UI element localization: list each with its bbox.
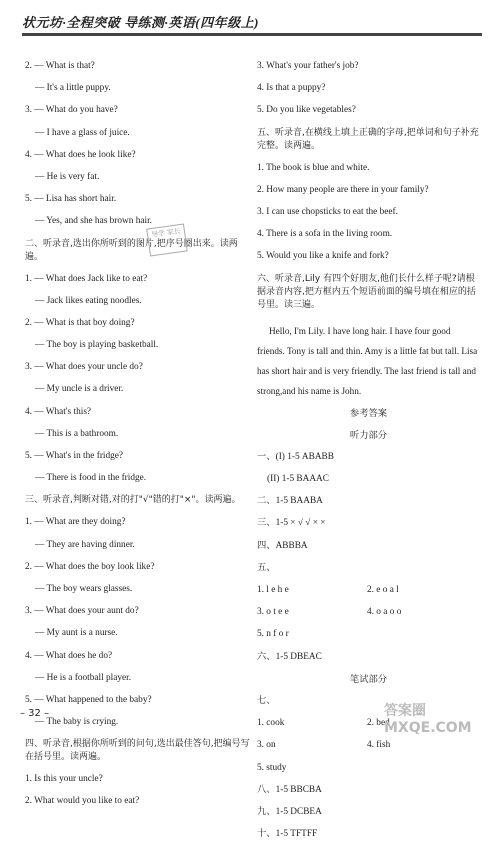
transcript-line: 2. — What is that? [25,61,95,71]
transcript-line: 2. How many people are there in your family? [257,184,429,195]
header-rule [22,33,482,36]
answer-item: 4. fish [367,740,391,751]
answer-line: 四、ABBBA [257,540,308,551]
answer-line: (II) 1-5 BAAAC [267,474,329,485]
transcript-line: 1. Is this your uncle? [25,774,103,785]
lily-passage: Hello, I'm Lily. I have long hair. I have four good friends. Tony is tall and thin. Amy is a little fat but tall. Lisa has short hair and is very friendly. The last friend is tall and strong,and his name is John. [257,325,478,396]
transcript-line: — I have a glass of juice. [35,127,130,138]
transcript-line: 3. What's your father's job? [257,61,359,71]
transcript-line: 5. — Lisa has short hair. [25,194,117,205]
answer-item: 3. on [257,740,276,751]
section-heading: 五、听录音,在横线上填上正确的字母,把单词和句子补充完整。读两遍。 [257,127,479,151]
transcript-line: — My aunt is a nurse. [35,628,118,639]
transcript-line: — There is food in the fridge. [35,473,147,484]
transcript-line: 5. — What's in the fridge? [25,451,124,461]
transcript-line: — He is a football player. [35,672,132,683]
answer-item: 1. cook [257,718,285,729]
answer-line: 十、1-5 TFTFF [257,829,318,840]
transcript-line: 5. — What happened to the baby? [25,694,152,705]
answer-line: 5. study [257,762,287,773]
transcript-line: 3. — What does your aunt do? [25,606,139,617]
section-heading: 二、听录音,选出你所听到的图片,把序号圈出来。读两遍。 [25,238,238,262]
transcript-line: — Yes, and she has brown hair. [35,216,152,227]
answer-item: 3. o t e e [257,607,289,618]
listening-heading: 听力部分 [349,429,388,441]
answer-line: 八、1-5 BBCBA [257,784,322,795]
answer-line: 一、(I) 1-5 ABABB [257,451,334,462]
transcript-line: 3. I can use chopsticks to eat the beef. [257,206,398,217]
answer-pair-row [257,739,480,752]
right-questions [257,60,480,312]
transcript-line: — The boy is playing basketball. [35,340,159,351]
answer-line: 七、 [257,695,276,706]
section-heading: 三、听录音,判断对错,对的打"√"错的打"×"。读两遍。 [25,495,241,506]
answer-line: 三、1-5 × √ √ × × [257,518,326,529]
transcript-line: — The baby is crying. [35,717,119,728]
book-title: 状元坊·全程突破 导练测·英语(四年级上) [22,15,259,30]
transcript-line: 3. — What does your uncle do? [25,362,143,373]
transcript-line: — Jack likes eating noodles. [35,295,142,306]
answer-line: 九、1-5 DCBEA [257,806,322,817]
answer-item: 2. bed [367,718,390,729]
answer-item: 1. l e h e [257,585,289,595]
answer-key-heading: 参考答案 [349,407,388,419]
watermark-logo: 答案圈 MXQE.COM [384,703,472,736]
answer-key [257,407,480,842]
transcript-line: 4. — What does he look like? [25,149,136,160]
section-heading: 四、听录音,根据你所听到的问句,选出最佳答句,把编号写在括号里。读两遍。 [25,739,250,763]
written-heading: 笔试部分 [349,673,388,685]
transcript-line: 5. Would you like a knife and fork? [257,251,389,262]
answer-pair-row [257,606,480,619]
transcript-line: 1. The book is blue and white. [257,162,370,173]
transcript-line: 1. — What are they doing? [25,517,126,528]
transcript-line: — This is a bathroom. [35,428,119,439]
section-heading: 六、听录音,Lily 有四个好朋友,他们长什么样子呢?请根据录音内容,把方框内五个短语前面的编号填在相应的括号里。读三遍。 [257,273,476,310]
transcript-line: — The boy wears glasses. [35,583,133,594]
answer-line: 二、1-5 BAABA [257,496,323,507]
page-number: – 32 – [20,708,50,719]
transcript-line: 4. Is that a puppy? [257,83,326,94]
answer-line: 六、1-5 DBEAC [257,651,322,662]
transcript-line: 4. — What's this? [25,406,92,417]
transcript-line: — They are having dinner. [35,539,135,550]
transcript-line: 1. — What does Jack like to eat? [25,273,148,284]
transcript-line: — He is very fat. [35,171,100,182]
transcript-line: 2. What would you like to eat? [25,796,140,807]
transcript-line: 5. Do you like vegetables? [257,105,356,116]
answer-line: 5. n f o r [257,629,289,640]
answer-pair-row [257,584,480,597]
answer-item: 4. o a o o [367,607,402,618]
transcript-line: — My uncle is a driver. [35,384,124,395]
answer-line: 五、 [257,562,276,573]
transcript-line: 4. There is a sofa in the living room. [257,229,393,240]
transcript-line: 4. — What does he do? [25,650,113,661]
answer-item: 2. e o a l [367,585,399,595]
left-column [25,60,255,818]
transcript-line: 2. — What is that boy doing? [25,317,135,328]
transcript-line: — It's a little puppy. [35,83,111,94]
transcript-line: 3. — What do you have? [25,105,118,116]
transcript-line: 2. — What does the boy look like? [25,561,155,572]
stamp-mark: 导学 家长 [146,223,188,256]
page-header [22,12,482,52]
